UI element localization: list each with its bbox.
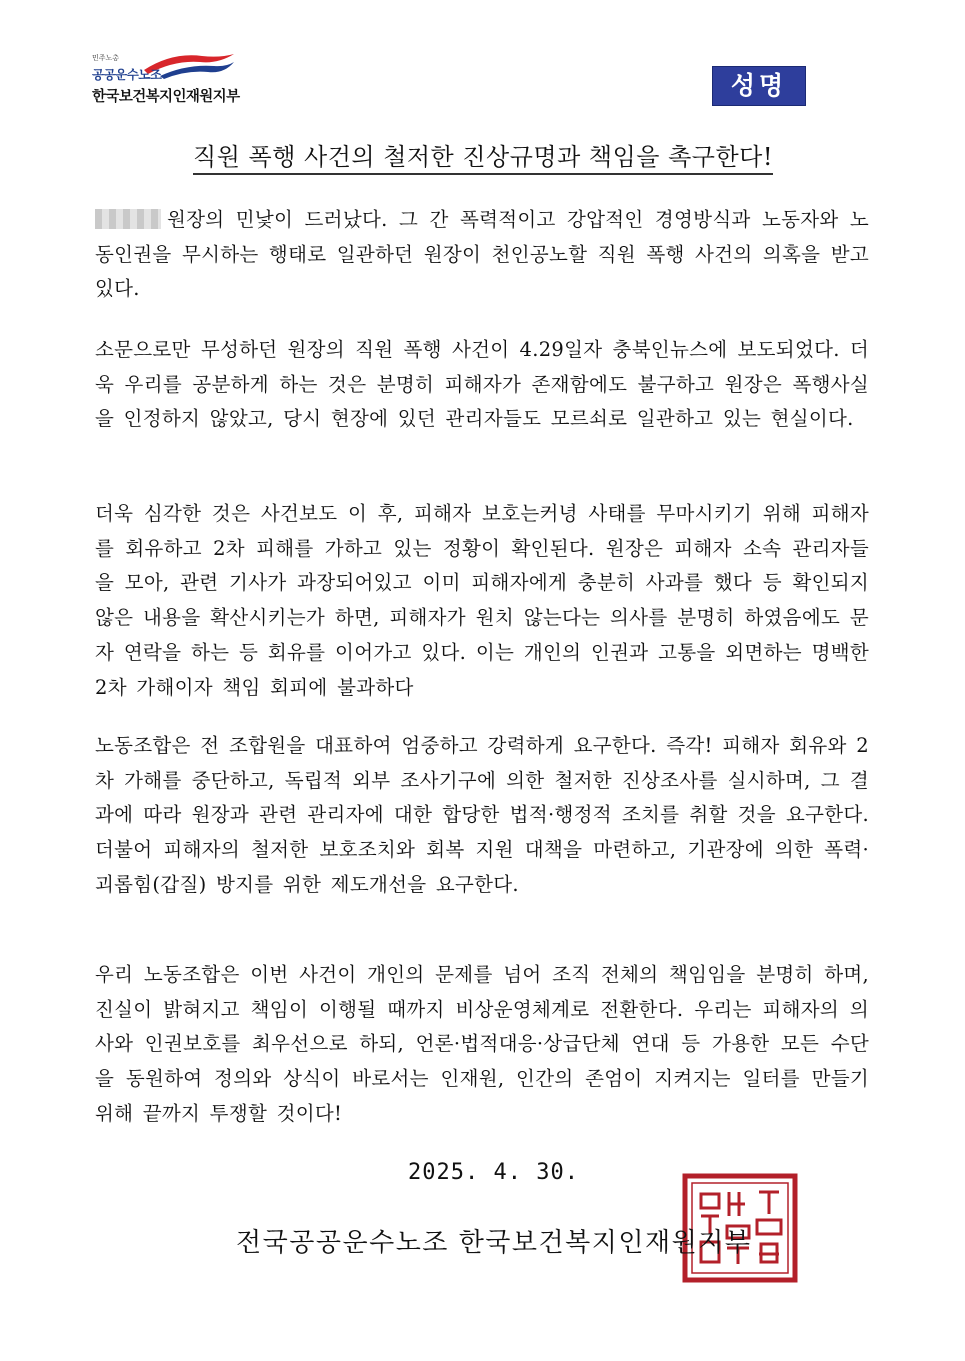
paragraph-4: 노동조합은 전 조합원을 대표하여 엄중하고 강력하게 요구한다. 즉각! 피해자 회유와 2차 가해를 중단하고, 독립적 외부 조사기구에 의한 철저한 진상조사를 실시하며, 그 결과에 따라 원장과 관련 관리자에 대한 합당한 법적·행정적 조치를 취할 것을 요구한다. 더불어 피해자의 철저한 보호조치와 회복 지원 대책을 마련하고, 기관장에 의한 폭력·괴롭힘(갑질) 방지를 위한 제도개선을 요구한다.	[95, 734, 869, 896]
paragraph-2: 소문으로만 무성하던 원장의 직원 폭행 사건이 4.29일자 충북인뉴스에 보도되었다. 더욱 우리를 공분하게 하는 것은 분명히 피해자가 존재함에도 불구하고 원장은 폭행사실을 인정하지 않았고, 당시 현장에 있던 관리자들도 모르쇠로 일관하고 있는 현실이다.	[95, 338, 869, 431]
signature-organization: 전국공공운수노조 한국보건복지인재원지부	[236, 1228, 752, 1258]
statement-date: 2025. 4. 30.	[408, 1160, 579, 1185]
paragraph-1	[95, 203, 869, 307]
document-title-text: 직원 폭행 사건의 철저한 진상규명과 책임을 촉구한다!	[193, 143, 773, 175]
paragraph-5: 우리 노동조합은 이번 사건이 개인의 문제를 넘어 조직 전체의 책임임을 분명히 하며, 진실이 밝혀지고 책임이 이행될 때까지 비상운영체계로 전환한다. 우리는 피해자의 의사와 인권보호를 최우선으로 하되, 언론·법적대응·상급단체 연대 등 가용한 모든 수단을 동원하여 정의와 상식이 바로서는 인재원, 인간의 존엄이 지켜지는 일터를 만들기 위해 끝까지 투쟁할 것이다!	[95, 963, 869, 1125]
logo-branch-name: 한국보건복지인재원지부	[92, 89, 240, 105]
paragraph-3: 더욱 심각한 것은 사건보도 이 후, 피해자 보호는커녕 사태를 무마시키기 위해 피해자를 회유하고 2차 피해를 가하고 있는 정황이 확인된다. 원장은 피해자 소속 관리자들을 모아, 관련 기사가 과장되어있고 이미 피해자에게 충분히 사과를 했다 등 확인되지 않은 내용을 확산시키는가 하면, 피해자가 원치 않는다는 의사를 분명히 하였음에도 문자 연락을 하는 등 회유를 이어가고 있다. 이는 개인의 인권과 고통을 외면하는 명백한 2차 가해이자 책임 회피에 불과하다	[95, 502, 869, 699]
logo-kctu-text: 민주노총	[92, 54, 120, 62]
document-title	[160, 137, 806, 172]
redacted-name	[95, 209, 161, 229]
union-logo	[92, 50, 282, 112]
logo-union-name: 공공운수노조	[92, 67, 162, 82]
paragraph-1-text: 원장의 민낯이 드러났다. 그 간 폭력적이고 강압적인 경영방식과 노동자와 노동인권을 무시하는 행태로 일관하던 원장이 천인공노할 직원 폭행 사건의 의혹을 받고 있다.	[95, 208, 869, 301]
statement-badge: 성명	[712, 66, 806, 106]
